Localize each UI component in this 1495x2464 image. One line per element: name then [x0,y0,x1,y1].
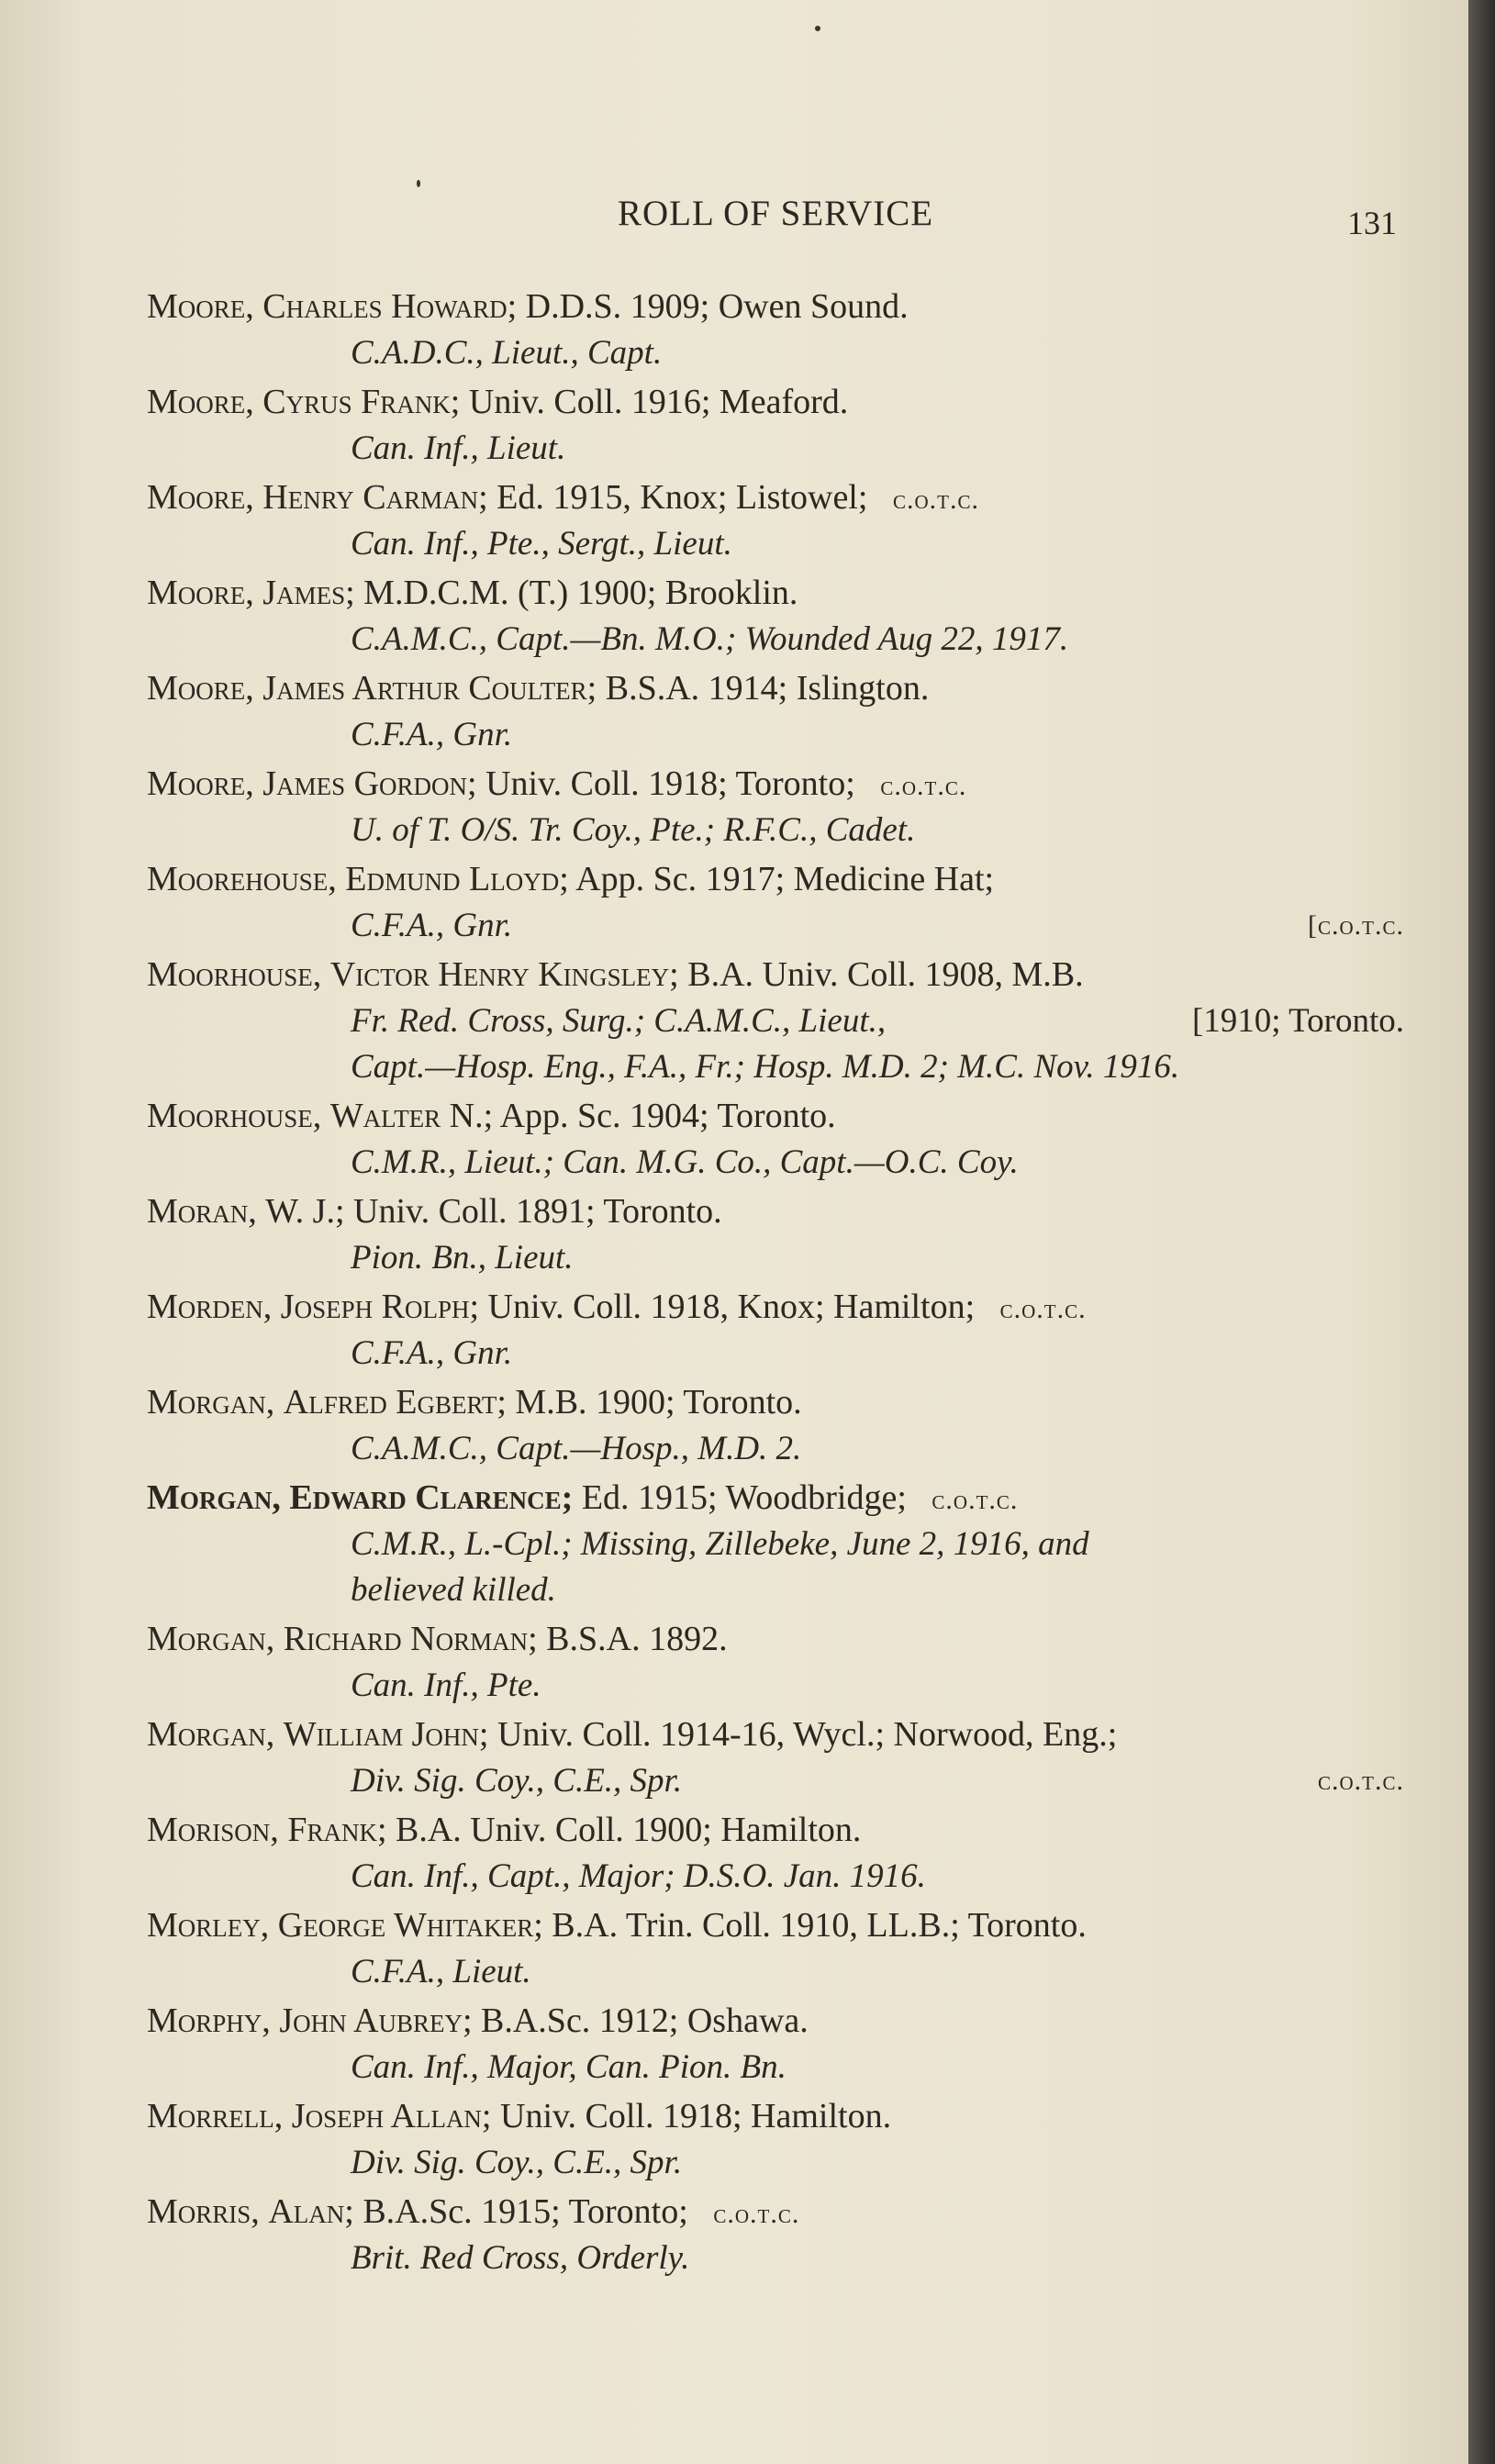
roll-entry [147,1283,1404,1378]
entry-heading [147,855,994,903]
entry-given-names: Joseph Rolph; [280,1288,480,1326]
entry-surname: Morden, [147,1288,273,1326]
entry-details: Univ. Coll. 1918; Hamilton. [491,2097,892,2135]
entry-service-line [147,998,1404,1044]
entry-heading-line [147,664,1404,712]
entry-heading [147,1187,722,1235]
entry-service-text: C.A.M.C., Capt.—Hosp., M.D. 2. [351,1430,802,1467]
entry-heading [147,1615,728,1663]
entry-heading-line [147,1092,1404,1140]
entry-heading [147,283,909,330]
entry-service-text: C.M.R., Lieut.; Can. M.G. Co., Capt.—O.C. Coy. [351,1143,1019,1181]
roll-entry [147,283,1404,378]
entry-heading-line [147,569,1404,617]
entry-service-line [147,426,1404,472]
roll-entry [147,2188,1404,2283]
entry-heading-line [147,1615,1404,1663]
entry-service-line [147,808,1404,853]
entry-heading [147,569,798,617]
ink-speck [815,26,820,31]
entry-service-text: C.F.A., Gnr. [351,907,513,944]
entry-service-text: Pion. Bn., Lieut. [351,1239,574,1277]
entry-heading [147,951,1084,998]
entry-service-line [147,1522,1404,1567]
roll-entry [147,474,1404,569]
roll-entries [147,283,1404,2283]
entry-heading-line [147,1283,1404,1331]
roll-entry [147,855,1404,951]
entry-service-text: Capt.—Hosp. Eng., F.A., Fr.; Hosp. M.D. 2; M.C. Nov. 1916. [351,1048,1180,1086]
entry-details: D.D.S. 1909; Owen Sound. [517,287,909,326]
entry-heading-line [147,2092,1404,2140]
entry-service-text: Can. Inf., Major, Can. Pion. Bn. [351,2048,787,2086]
entry-heading-line [147,855,1404,903]
entry-continuation: [1910; Toronto. [1191,1002,1404,1040]
entry-surname: Morris, [147,2192,260,2231]
entry-service-text: Div. Sig. Coy., C.E., Spr. [351,2144,683,2181]
entry-service-text: believed killed. [351,1571,556,1609]
entry-heading [147,1378,802,1426]
entry-service-text: Can. Inf., Capt., Major; D.S.O. Jan. 1916. [351,1857,926,1895]
entry-given-names: Edward Clarence; [289,1478,574,1517]
roll-entry [147,1711,1404,1806]
entry-service-text: Can. Inf., Pte., Sergt., Lieut. [351,525,732,563]
entry-given-names: Cyrus Frank; [262,383,461,421]
entry-service-line [147,521,1404,567]
entry-heading-line [147,378,1404,426]
entry-service-line [147,1044,1404,1090]
page-number: 131 [1347,205,1397,241]
entry-details: B.S.A. 1914; Islington. [597,669,930,708]
entry-spacer [147,2281,1404,2283]
entry-heading [147,1901,1087,1949]
entry-surname: Morgan, [147,1620,275,1658]
roll-entry [147,1615,1404,1711]
roll-entry [147,569,1404,664]
entry-service-text: C.M.R., L.-Cpl.; Missing, Zillebeke, June 2, 1916, and [351,1525,1089,1563]
entry-given-names: Frank; [287,1811,387,1849]
entry-details: B.S.A. 1892. [537,1620,728,1658]
entry-details: Ed. 1915, Knox; Listowel; [487,478,876,517]
roll-entry [147,2092,1404,2188]
entry-given-names: William John; [283,1715,489,1754]
entry-details: Ed. 1915; Woodbridge; [573,1478,916,1517]
entry-surname: Moran, [147,1192,257,1231]
running-head: ROLL OF SERVICE [617,194,934,233]
entry-service-line [147,1426,1404,1472]
entry-given-names: Walter N.; [329,1097,494,1135]
entry-continuation: [c.o.t.c. [1308,910,1404,941]
page-header [0,193,1468,248]
entry-heading [147,1283,1087,1331]
entry-continuation: c.o.t.c. [1317,1766,1404,1796]
entry-cotc-mark: c.o.t.c. [999,1294,1087,1324]
entry-cotc-mark: c.o.t.c. [932,1485,1019,1515]
entry-surname: Morley, [147,1906,270,1945]
entry-details: Univ. Coll. 1918, Knox; Hamilton; [479,1288,984,1326]
entry-details: Univ. Coll. 1916; Meaford. [460,383,849,421]
entry-heading [147,1711,1117,1758]
entry-heading-line [147,1711,1404,1758]
entry-surname: Morrell, [147,2097,284,2135]
entry-service-text: Brit. Red Cross, Orderly. [351,2239,690,2277]
entry-heading-line [147,2188,1404,2235]
entry-service-line [147,1331,1404,1377]
roll-entry [147,1092,1404,1187]
entry-heading-line [147,474,1404,521]
roll-entry [147,1997,1404,2092]
entry-given-names: James Gordon; [262,764,477,803]
entry-given-names: Alan; [268,2192,354,2231]
entry-surname: Moore, [147,287,254,326]
entry-heading-line [147,1997,1404,2045]
entry-surname: Moore, [147,764,254,803]
entry-service-line [147,617,1404,663]
entry-details: Univ. Coll. 1918; Toronto; [476,764,865,803]
entry-details: App. Sc. 1917; Medicine Hat; [568,860,995,898]
entry-surname: Moorehouse, [147,860,337,898]
roll-entry [147,1901,1404,1997]
entry-service-text: C.F.A., Gnr. [351,1334,513,1372]
entry-given-names: Alfred Egbert; [283,1383,507,1422]
entry-service-text: Div. Sig. Coy., C.E., Spr. [351,1762,683,1800]
entry-heading [147,474,979,521]
entry-heading [147,2092,891,2140]
entry-given-names: John Aubrey; [279,2001,473,2040]
entry-given-names: Charles Howard; [262,287,518,326]
entry-details: B.A. Trin. Coll. 1910, LL.B.; Toronto. [542,1906,1087,1945]
entry-heading-line [147,1378,1404,1426]
entry-heading [147,664,929,712]
entry-surname: Morgan, [147,1478,281,1517]
entry-surname: Morison, [147,1811,279,1849]
ink-speck [417,180,420,187]
entry-service-line [147,1758,1404,1804]
entry-service-text: C.F.A., Gnr. [351,716,513,753]
entry-heading-line [147,1474,1404,1522]
entry-surname: Moore, [147,478,254,517]
entry-service-text: Can. Inf., Lieut. [351,429,566,467]
entry-details: Univ. Coll. 1914-16, Wycl.; Norwood, Eng.; [488,1715,1118,1754]
entry-given-names: Henry Carman; [262,478,488,517]
entry-heading [147,2188,799,2235]
entry-service-line [147,2045,1404,2090]
roll-entry [147,378,1404,474]
entry-service-line [147,2140,1404,2186]
entry-surname: Moorhouse, [147,1097,322,1135]
entry-service-line [147,1949,1404,1995]
entry-details: B.A. Univ. Coll. 1900; Hamilton. [386,1811,862,1849]
entry-service-line [147,1567,1404,1613]
roll-entry [147,951,1404,1092]
entry-service-line [147,1235,1404,1281]
entry-service-line [147,2235,1404,2281]
entry-details: B.A.Sc. 1912; Oshawa. [472,2001,809,2040]
entry-details: B.A. Univ. Coll. 1908, M.B. [678,955,1084,994]
entry-details: B.A.Sc. 1915; Toronto; [353,2192,697,2231]
roll-entry [147,1187,1404,1283]
entry-surname: Morgan, [147,1715,275,1754]
entry-surname: Moorhouse, [147,955,322,994]
entry-service-line [147,1140,1404,1186]
entry-service-text: U. of T. O/S. Tr. Coy., Pte.; R.F.C., Cadet. [351,811,916,849]
entry-service-text: Can. Inf., Pte. [351,1667,541,1704]
entry-heading-line [147,760,1404,808]
entry-service-line [147,712,1404,758]
entry-details: M.B. 1900; Toronto. [506,1383,802,1422]
entry-heading [147,1092,836,1140]
entry-service-text: C.A.M.C., Capt.—Bn. M.O.; Wounded Aug 22, 1917. [351,620,1069,658]
entry-service-line [147,1854,1404,1900]
entry-service-text: C.A.D.C., Lieut., Capt. [351,334,663,372]
entry-given-names: Victor Henry Kingsley; [329,955,679,994]
entry-cotc-mark: c.o.t.c. [880,771,967,801]
entry-service-line [147,330,1404,376]
entry-cotc-mark: c.o.t.c. [892,485,979,515]
entry-details: M.D.C.M. (T.) 1900; Brooklin. [354,574,798,612]
entry-heading-line [147,1187,1404,1235]
entry-service-text: C.F.A., Lieut. [351,1953,531,1990]
entry-heading-line [147,951,1404,998]
entry-surname: Moore, [147,574,254,612]
entry-service-line [147,1663,1404,1709]
entry-cotc-mark: c.o.t.c. [713,2199,800,2229]
entry-given-names: James; [262,574,355,612]
entry-surname: Morphy, [147,2001,271,2040]
entry-given-names: Edmund Lloyd; [345,860,569,898]
entry-heading-line [147,283,1404,330]
entry-given-names: George Whitaker; [277,1906,543,1945]
entry-given-names: James Arthur Coulter; [262,669,597,708]
entry-heading-line [147,1806,1404,1854]
entry-surname: Moore, [147,669,254,708]
entry-given-names: W. J.; [265,1192,345,1231]
roll-entry [147,760,1404,855]
entry-surname: Moore, [147,383,254,421]
entry-details: Univ. Coll. 1891; Toronto. [344,1192,722,1231]
entry-service-line [147,903,1404,949]
entry-heading-line [147,1901,1404,1949]
entry-heading [147,1474,1018,1522]
entry-service-text: Fr. Red. Cross, Surg.; C.A.M.C., Lieut., [351,1002,887,1040]
entry-heading [147,378,848,426]
entry-details: App. Sc. 1904; Toronto. [493,1097,836,1135]
entry-heading [147,760,966,808]
entry-given-names: Joseph Allan; [291,2097,492,2135]
roll-entry [147,664,1404,760]
entry-surname: Morgan, [147,1383,275,1422]
roll-entry [147,1474,1404,1615]
book-gutter [1468,0,1495,2464]
entry-given-names: Richard Norman; [283,1620,538,1658]
entry-heading [147,1806,861,1854]
entry-heading [147,1997,809,2045]
roll-entry [147,1806,1404,1901]
roll-entry [147,1378,1404,1474]
